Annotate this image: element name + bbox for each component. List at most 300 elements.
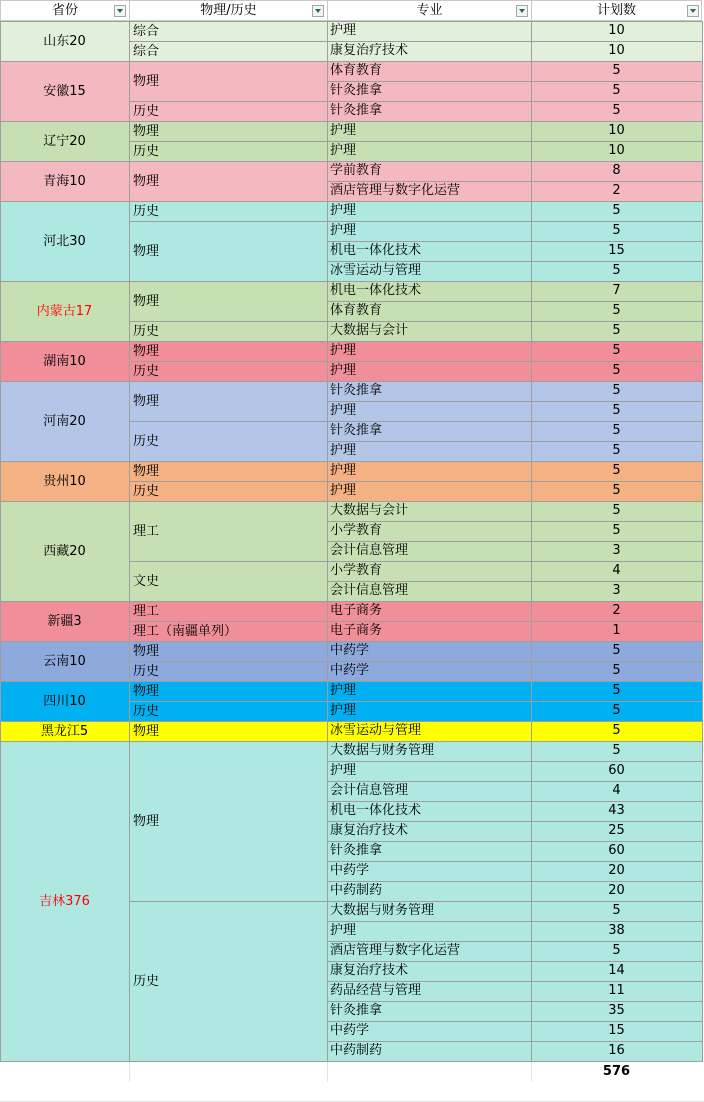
grid-line: [0, 681, 703, 682]
major-name: 中药学: [330, 863, 370, 878]
province-cell: [0, 741, 129, 1061]
province-cell: [0, 601, 129, 641]
major-cell: [327, 441, 531, 461]
major-cell: [327, 561, 531, 581]
subject-name: 历史: [133, 483, 160, 499]
subject-cell: [129, 681, 327, 701]
grid-line: [531, 21, 532, 1061]
major-name: 针灸推拿: [330, 1003, 383, 1018]
grid-line: [327, 941, 702, 942]
subject-name: 物理: [133, 123, 160, 139]
plan-count: 7: [612, 283, 621, 298]
grid-line: [0, 161, 703, 162]
subject-name: 物理: [133, 813, 160, 829]
major-name: 机电一体化技术: [330, 803, 422, 818]
header-province[interactable]: [0, 0, 130, 21]
count-cell: [531, 861, 702, 881]
major-cell: [327, 841, 531, 861]
grid-line: [0, 21, 703, 22]
grid-line: [702, 21, 703, 1061]
count-cell: [531, 21, 702, 41]
subject-name: 历史: [133, 433, 160, 449]
grid-line: [327, 21, 328, 1061]
plan-count: 5: [612, 503, 621, 518]
subject-name: 物理: [133, 73, 160, 89]
major-cell: [327, 881, 531, 901]
major-cell: [327, 1021, 531, 1041]
plan-count: 4: [612, 783, 621, 798]
major-cell: [327, 41, 531, 61]
plan-count: 20: [608, 883, 625, 898]
major-cell: [327, 121, 531, 141]
grid-line: [327, 881, 702, 882]
major-name: 小学教育: [330, 563, 383, 578]
count-cell: [531, 381, 702, 401]
plan-count: 38: [608, 923, 625, 938]
plan-count: 10: [608, 43, 625, 58]
plan-count: 5: [612, 63, 621, 78]
major-name: 护理: [330, 443, 357, 458]
grid-line: [129, 41, 702, 42]
subject-name: 理工: [133, 603, 160, 619]
subject-cell: [129, 21, 327, 41]
subject-cell: [129, 421, 327, 461]
major-cell: [327, 381, 531, 401]
count-cell: [531, 1021, 702, 1041]
grid-line: [129, 141, 702, 142]
subject-cell: [129, 621, 327, 641]
major-name: 护理: [330, 763, 357, 778]
subject-name: 理工: [133, 523, 160, 539]
major-name: 会计信息管理: [330, 543, 409, 558]
subject-name: 物理: [133, 243, 160, 259]
subject-cell: [129, 281, 327, 321]
count-cell: [531, 321, 702, 341]
count-cell: [531, 601, 702, 621]
major-cell: [327, 701, 531, 721]
province-cell: [0, 641, 129, 681]
province-cell: [0, 61, 129, 121]
subject-name: 理工（南疆单列）: [133, 623, 238, 639]
count-cell: [531, 461, 702, 481]
subject-cell: [129, 721, 327, 741]
major-name: 护理: [330, 203, 357, 218]
province-name: 云南10: [43, 653, 86, 669]
major-cell: [327, 1001, 531, 1021]
plan-count: 15: [608, 243, 625, 258]
filter-dropdown-icon[interactable]: [114, 5, 126, 17]
major-name: 中药制药: [330, 1043, 383, 1058]
major-cell: [327, 181, 531, 201]
plan-count: 10: [608, 23, 625, 38]
filter-dropdown-icon[interactable]: [516, 5, 528, 17]
plan-count: 5: [612, 943, 621, 958]
major-cell: [327, 961, 531, 981]
province-name: 黑龙江5: [40, 723, 89, 739]
subject-name: 物理: [133, 723, 160, 739]
plan-count: 5: [612, 223, 621, 238]
plan-count: 1: [612, 623, 621, 638]
plan-count: 5: [612, 363, 621, 378]
major-name: 酒店管理与数字化运营: [330, 943, 461, 958]
header-major[interactable]: [327, 0, 532, 21]
count-cell: [531, 281, 702, 301]
major-name: 针灸推拿: [330, 83, 383, 98]
major-name: 大数据与会计: [330, 503, 409, 518]
subject-name: 物理: [133, 293, 160, 309]
subject-name: 历史: [133, 703, 160, 719]
major-cell: [327, 681, 531, 701]
subject-name: 历史: [133, 363, 160, 379]
count-cell: [531, 161, 702, 181]
total-cell: [531, 1062, 702, 1082]
count-cell: [531, 261, 702, 281]
grid-line: [129, 561, 702, 562]
province-cell: [0, 461, 129, 501]
major-cell: [327, 941, 531, 961]
plan-count: 8: [612, 163, 621, 178]
subject-cell: [129, 221, 327, 281]
subject-name: 综合: [133, 43, 160, 59]
count-cell: [531, 941, 702, 961]
major-cell: [327, 281, 531, 301]
major-cell: [327, 401, 531, 421]
grid-line: [327, 1041, 702, 1042]
count-cell: [531, 581, 702, 601]
province-name: 山东20: [43, 33, 86, 49]
major-cell: [327, 261, 531, 281]
subject-cell: [129, 561, 327, 601]
major-cell: [327, 221, 531, 241]
major-cell: [327, 21, 531, 41]
subject-cell: [129, 141, 327, 161]
grid-line: [327, 821, 702, 822]
filter-dropdown-icon[interactable]: [312, 5, 324, 17]
major-name: 护理: [330, 363, 357, 378]
major-cell: [327, 161, 531, 181]
major-name: 电子商务: [330, 603, 383, 618]
header-count[interactable]: [531, 0, 702, 21]
province-cell: [0, 501, 129, 601]
major-name: 体育教育: [330, 303, 383, 318]
grid-line: [327, 781, 702, 782]
subject-cell: [129, 641, 327, 661]
major-cell: [327, 861, 531, 881]
count-cell: [531, 101, 702, 121]
major-cell: [327, 541, 531, 561]
plan-count: 25: [608, 823, 625, 838]
count-cell: [531, 121, 702, 141]
grid-line: [327, 961, 702, 962]
major-cell: [327, 901, 531, 921]
grid-line: [129, 221, 702, 222]
major-name: 护理: [330, 143, 357, 158]
subject-name: 综合: [133, 23, 160, 39]
major-name: 体育教育: [330, 63, 383, 78]
count-cell: [531, 961, 702, 981]
grid-line: [327, 1001, 702, 1002]
major-name: 护理: [330, 223, 357, 238]
province-cell: [0, 381, 129, 461]
count-cell: [531, 201, 702, 221]
grid-line: [327, 801, 702, 802]
plan-count: 5: [612, 103, 621, 118]
count-cell: [531, 181, 702, 201]
major-cell: [327, 501, 531, 521]
subject-cell: [129, 701, 327, 721]
grid-line: [0, 461, 703, 462]
header-subject-label: 物理/历史: [200, 3, 257, 18]
province-cell: [0, 161, 129, 201]
major-cell: [327, 241, 531, 261]
major-cell: [327, 421, 531, 441]
grid-line: [0, 281, 703, 282]
grid-line: [129, 701, 702, 702]
major-cell: [327, 781, 531, 801]
plan-count: 5: [612, 83, 621, 98]
major-name: 会计信息管理: [330, 783, 409, 798]
major-name: 中药学: [330, 663, 370, 678]
grid-line: [0, 341, 703, 342]
grid-line: [327, 401, 702, 402]
count-cell: [531, 481, 702, 501]
subject-cell: [129, 901, 327, 1061]
grid-line: [327, 181, 702, 182]
header-major-label: 专业: [416, 3, 443, 18]
grid-line: [327, 861, 702, 862]
major-name: 针灸推拿: [330, 103, 383, 118]
major-name: 护理: [330, 703, 357, 718]
major-cell: [327, 81, 531, 101]
major-name: 护理: [330, 683, 357, 698]
count-cell: [531, 441, 702, 461]
major-name: 大数据与财务管理: [330, 903, 435, 918]
subject-cell: [129, 121, 327, 141]
province-name: 内蒙古17: [36, 303, 93, 319]
count-cell: [531, 661, 702, 681]
count-cell: [531, 921, 702, 941]
plan-count: 60: [608, 763, 625, 778]
count-cell: [531, 141, 702, 161]
major-name: 冰雪运动与管理: [330, 263, 422, 278]
plan-count: 5: [612, 263, 621, 278]
major-cell: [327, 61, 531, 81]
count-cell: [531, 521, 702, 541]
count-cell: [531, 681, 702, 701]
major-cell: [327, 601, 531, 621]
count-cell: [531, 821, 702, 841]
major-name: 机电一体化技术: [330, 283, 422, 298]
plan-count: 5: [612, 723, 621, 738]
major-name: 护理: [330, 403, 357, 418]
province-name: 河南20: [43, 413, 86, 429]
subject-cell: [129, 101, 327, 121]
major-cell: [327, 461, 531, 481]
grid-line: [327, 241, 702, 242]
major-name: 护理: [330, 343, 357, 358]
major-cell: [327, 1041, 531, 1061]
plan-count: 5: [612, 383, 621, 398]
major-cell: [327, 621, 531, 641]
grid-line: [129, 21, 130, 1061]
grid-line: [0, 381, 703, 382]
subject-name: 历史: [133, 203, 160, 219]
major-cell: [327, 821, 531, 841]
grid-line: [0, 61, 703, 62]
major-cell: [327, 581, 531, 601]
major-cell: [327, 641, 531, 661]
province-cell: [0, 121, 129, 161]
major-name: 学前教育: [330, 163, 383, 178]
grid-line: [327, 541, 702, 542]
grid-line: [327, 981, 702, 982]
grid-line: [531, 1062, 532, 1082]
subject-cell: [129, 661, 327, 681]
subject-name: 物理: [133, 683, 160, 699]
major-cell: [327, 101, 531, 121]
plan-count: 5: [612, 483, 621, 498]
province-name: 吉林376: [39, 893, 90, 909]
major-name: 康复治疗技术: [330, 823, 409, 838]
major-name: 药品经营与管理: [330, 983, 422, 998]
major-name: 电子商务: [330, 623, 383, 638]
count-cell: [531, 761, 702, 781]
plan-count: 2: [612, 603, 621, 618]
grid-line: [0, 601, 703, 602]
major-name: 中药学: [330, 643, 370, 658]
grid-line: [327, 441, 702, 442]
major-name: 护理: [330, 483, 357, 498]
count-cell: [531, 501, 702, 521]
count-cell: [531, 1041, 702, 1061]
major-name: 会计信息管理: [330, 583, 409, 598]
count-cell: [531, 221, 702, 241]
count-cell: [531, 741, 702, 761]
count-cell: [531, 701, 702, 721]
plan-count: 5: [612, 523, 621, 538]
grid-line: [327, 1062, 328, 1082]
plan-count: 3: [612, 583, 621, 598]
major-name: 护理: [330, 923, 357, 938]
plan-count: 5: [612, 303, 621, 318]
province-cell: [0, 681, 129, 721]
grid-line: [0, 501, 703, 502]
count-cell: [531, 301, 702, 321]
count-cell: [531, 401, 702, 421]
plan-count: 5: [612, 903, 621, 918]
subject-cell: [129, 61, 327, 101]
count-cell: [531, 341, 702, 361]
grid-line: [327, 261, 702, 262]
subject-cell: [129, 381, 327, 421]
major-name: 针灸推拿: [330, 383, 383, 398]
subject-name: 历史: [133, 143, 160, 159]
plan-count: 5: [612, 443, 621, 458]
province-name: 新疆3: [47, 613, 82, 629]
header-count-label: 计划数: [596, 3, 636, 18]
count-cell: [531, 621, 702, 641]
grid-line: [129, 321, 702, 322]
major-name: 机电一体化技术: [330, 243, 422, 258]
province-name: 辽宁20: [43, 133, 86, 149]
count-cell: [531, 981, 702, 1001]
province-cell: [0, 721, 129, 741]
major-name: 大数据与财务管理: [330, 743, 435, 758]
province-cell: [0, 341, 129, 381]
plan-count: 43: [608, 803, 625, 818]
count-cell: [531, 561, 702, 581]
subject-name: 文史: [133, 573, 160, 589]
grid-line: [327, 581, 702, 582]
plan-count: 11: [608, 983, 625, 998]
total-value: 576: [602, 1064, 631, 1079]
grid-line: [0, 121, 703, 122]
grid-line: [129, 481, 702, 482]
count-cell: [531, 541, 702, 561]
grid-line: [327, 841, 702, 842]
count-cell: [531, 241, 702, 261]
subject-name: 历史: [133, 323, 160, 339]
count-cell: [531, 801, 702, 821]
grid-line: [129, 101, 702, 102]
grid-line: [129, 621, 702, 622]
province-cell: [0, 201, 129, 281]
province-name: 青海10: [43, 173, 86, 189]
subject-name: 物理: [133, 463, 160, 479]
major-name: 中药制药: [330, 883, 383, 898]
subject-cell: [129, 361, 327, 381]
major-name: 护理: [330, 463, 357, 478]
major-cell: [327, 801, 531, 821]
major-name: 针灸推拿: [330, 843, 383, 858]
filter-dropdown-icon[interactable]: [687, 5, 699, 17]
count-cell: [531, 901, 702, 921]
major-cell: [327, 761, 531, 781]
province-name: 安徽15: [43, 83, 86, 99]
major-cell: [327, 301, 531, 321]
major-cell: [327, 741, 531, 761]
grid-line: [0, 641, 703, 642]
plan-count: 5: [612, 743, 621, 758]
major-cell: [327, 141, 531, 161]
plan-count: 5: [612, 323, 621, 338]
grid-line: [327, 521, 702, 522]
subject-name: 历史: [133, 973, 160, 989]
subject-cell: [129, 741, 327, 901]
subject-cell: [129, 601, 327, 621]
province-cell: [0, 21, 129, 61]
plan-count: 5: [612, 643, 621, 658]
subject-cell: [129, 201, 327, 221]
major-name: 康复治疗技术: [330, 43, 409, 58]
province-cell: [0, 281, 129, 341]
subject-name: 物理: [133, 173, 160, 189]
plan-count: 10: [608, 123, 625, 138]
plan-count: 5: [612, 423, 621, 438]
grid-line: [0, 741, 703, 742]
subject-cell: [129, 461, 327, 481]
major-cell: [327, 981, 531, 1001]
header-subject[interactable]: [129, 0, 328, 21]
grid-line: [129, 421, 702, 422]
plan-count: 3: [612, 543, 621, 558]
major-name: 护理: [330, 123, 357, 138]
subject-name: 物理: [133, 393, 160, 409]
grid-line: [327, 921, 702, 922]
header-province-label: 省份: [51, 3, 78, 18]
grid-line: [129, 1062, 130, 1082]
major-cell: [327, 521, 531, 541]
